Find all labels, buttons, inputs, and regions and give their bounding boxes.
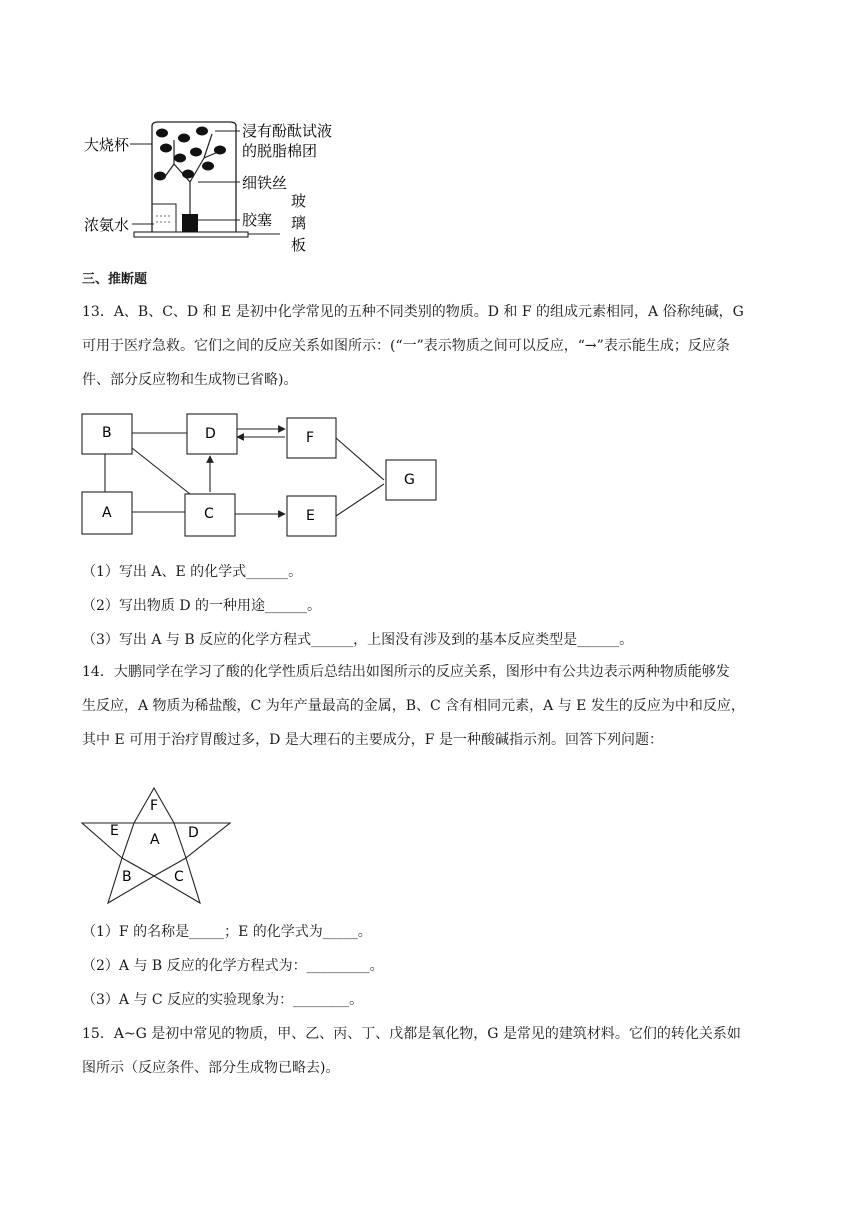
q14-sub-1: （1）F 的名称是_____；E 的化学式为_____。 bbox=[82, 924, 372, 940]
q15-line-1: 15．A~G 是初中常见的物质，甲、乙、丙、丁、戊都是氧化物，G 是常见的建筑材料。它们的转化关系如 bbox=[82, 1026, 741, 1042]
q14-star-diagram bbox=[80, 786, 232, 906]
section-title: 三、推断题 bbox=[82, 272, 148, 287]
q13-sub-2: （2）写出物质 D 的一种用途______。 bbox=[82, 598, 322, 614]
q13-line-3: 件、部分反应物和生成物已省略)。 bbox=[82, 372, 298, 388]
box-E-label: E bbox=[306, 508, 315, 524]
label-stopper: 胶塞 bbox=[242, 211, 273, 229]
q13-line-1: 13．A、B、C、D 和 E 是初中化学常见的五种不同类别的物质。D 和 F 的组成元素相同，A 俗称纯碱，G bbox=[82, 304, 744, 320]
label-wire: 细铁丝 bbox=[242, 174, 288, 192]
q13-sub-1: （1）写出 A、E 的化学式______。 bbox=[82, 564, 303, 580]
box-A-label: A bbox=[102, 505, 112, 521]
box-C-label: C bbox=[204, 506, 214, 522]
q14-line-1: 14．大鹏同学在学习了酸的化学性质后总结出如图所示的反应关系，图形中有公共边表示两种物质能够发 bbox=[82, 664, 730, 680]
rubber-stopper bbox=[182, 214, 198, 232]
box-B-label: B bbox=[102, 425, 112, 441]
star-C-label: C bbox=[174, 869, 184, 885]
q13-line-2: 可用于医疗急救。它们之间的反应关系如图所示：(“一”表示物质之间可以反应，“→”表示能生成；反应条 bbox=[82, 338, 730, 354]
label-beaker: 大烧杯 bbox=[84, 136, 130, 154]
q14-sub-3: （3）A 与 C 反应的实验现象为：________。 bbox=[82, 992, 364, 1008]
star-D-label: D bbox=[188, 825, 199, 841]
apparatus-diagram bbox=[80, 118, 350, 260]
q14-sub-2: （2）A 与 B 反应的化学方程式为：_________。 bbox=[82, 958, 384, 974]
label-cotton-1: 浸有酚酞试液 bbox=[242, 122, 333, 140]
q14-line-2: 生反应，A 物质为稀盐酸，C 为年产量最高的金属，B、C 含有相同元素，A 与 E 发生的反应为中和反应， bbox=[82, 698, 745, 714]
q13-relation-diagram bbox=[80, 412, 440, 538]
label-cotton-2: 的脱脂棉团 bbox=[242, 142, 318, 160]
q14-line-3: 其中 E 可用于治疗胃酸过多，D 是大理石的主要成分，F 是一种酸碱指示剂。回答下列问题： bbox=[82, 732, 663, 748]
q15-line-2: 图所示（反应条件、部分生成物已略去)。 bbox=[82, 1060, 340, 1076]
star-B-label: B bbox=[122, 869, 132, 885]
box-F-label: F bbox=[306, 430, 315, 446]
label-glass-2: 璃 bbox=[291, 214, 307, 232]
label-glass-3: 板 bbox=[291, 236, 307, 254]
ammonia-beaker bbox=[152, 204, 176, 232]
box-D-label: D bbox=[205, 426, 216, 442]
star-F-label: F bbox=[150, 798, 159, 814]
label-ammonia: 浓氨水 bbox=[84, 216, 130, 234]
label-glass-1: 玻 bbox=[291, 192, 307, 210]
q13-sub-3: （3）写出 A 与 B 反应的化学方程式______，上图没有涉及到的基本反应类型是______。 bbox=[82, 632, 634, 648]
star-A-label: A bbox=[150, 832, 160, 848]
box-G-label: G bbox=[404, 472, 415, 488]
glass-plate bbox=[134, 232, 248, 237]
star-E-label: E bbox=[110, 823, 119, 839]
